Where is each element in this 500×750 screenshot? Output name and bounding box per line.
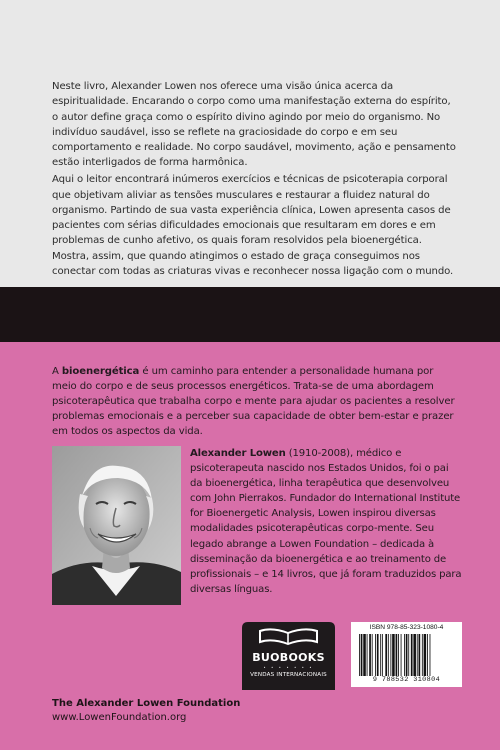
barcode-bars-icon <box>351 632 462 678</box>
author-bio <box>190 446 462 597</box>
footer <box>52 697 240 725</box>
barcode-bar <box>385 634 387 676</box>
barcode-bar <box>413 634 416 676</box>
author-bio-text: (1910-2008), médico e psicoterapeuta nascido nos Estados Unidos, foi o pai da bioenergética, linha terapêutica que desenvolveu com John Pierrakos. Fundador do International Institute for Bioenergetic Analysis, Lowen inspirou diversas modalidades psicoterapêuticas corpo-mente. Seu legado abrange a Lowen Foundation – dedicada à disseminação da bioenergética e ao treinamento de profissionais – e 14 livros, que já foram traduzidos para diversas línguas. <box>190 448 462 595</box>
barcode-bar <box>361 634 363 676</box>
bioenergetics-intro <box>52 364 457 439</box>
top-gray-section <box>0 0 500 287</box>
barcode-bar <box>417 634 418 676</box>
isbn-barcode <box>351 622 462 687</box>
synopsis-paragraph-2: Aqui o leitor encontrará inúmeros exercícios e técnicas de psicoterapia corporal que objetivam aliviar as tensões musculares e restaurar a fluidez natural do organismo. Partindo de sua vasta experiência clínica, Lowen apresenta casos de pacientes com sérias dificuldades emocionais que resultaram em dores e em problemas de cunho afetivo, os quais foram resolvidos pela bioenergética. Mostra, assim, que quando atingimos o estado de graça conseguimos nos conectar com todas as criaturas vivas e reconhecer nossa ligação com o mundo. <box>52 174 454 278</box>
barcode-bar <box>372 634 373 676</box>
barcode-bar <box>411 634 413 676</box>
barcode-bar <box>408 634 409 676</box>
barcode-bar <box>401 634 402 676</box>
barcode-bar <box>359 634 360 676</box>
barcode-bar <box>404 634 405 676</box>
barcode-bar <box>419 634 421 676</box>
barcode-bar <box>377 634 379 676</box>
foundation-name: The Alexander Lowen Foundation <box>52 698 241 709</box>
barcode-bar <box>382 634 383 676</box>
barcode-bar <box>388 634 389 676</box>
barcode-bar <box>363 634 366 676</box>
isbn-label: ISBN 978-85-323-1080-4 <box>369 624 444 631</box>
barcode-bar <box>406 634 408 676</box>
publisher-dots: • • • • • • • <box>263 665 314 670</box>
barcode-bar <box>380 634 381 676</box>
barcode-bar <box>390 634 391 676</box>
publisher-subtitle: VENDAS INTERNACIONAIS <box>250 672 327 678</box>
barcode-bar <box>427 634 428 676</box>
author-name: Alexander Lowen <box>190 448 286 459</box>
barcode-bar <box>430 634 431 676</box>
barcode-number: 9 788532 310804 <box>372 676 441 684</box>
barcode-bar <box>422 634 423 676</box>
barcode-bar <box>398 634 399 676</box>
bioenergetics-keyword: bioenergética <box>61 366 140 377</box>
foundation-website: www.LowenFoundation.org <box>52 712 187 723</box>
intro-prefix: A <box>52 366 62 377</box>
publisher-logo <box>238 618 339 690</box>
synopsis-text <box>52 79 457 281</box>
barcode-bar <box>367 634 368 676</box>
barcode-bar <box>369 634 371 676</box>
intro-text: é um caminho para entender a personalidade humana por meio do corpo e de seus processos energéticos. Trata-se de uma abordagem psicoterapêutica que trabalha corpo e mente para ajudar os pacientes a resolver problemas emocionais e a perceber sua capacidade de obter bem-estar e prazer em todos os aspectos da vida. <box>52 366 455 438</box>
barcode-bar <box>392 634 395 676</box>
author-photo <box>52 446 181 605</box>
synopsis-paragraph-1: Neste livro, Alexander Lowen nos oferece uma visão única acerca da espiritualidade. Encarando o corpo como uma manifestação externa do espírito, o autor define graça como o espírito divino agindo por meio do organismo. No indivíduo saudável, isso se reflete na graciosidade do corpo e em seu comportamento e realidade. No corpo saudável, movimento, ação e pensamento estão interligados de forma harmônica. <box>52 81 456 169</box>
black-band <box>0 287 500 342</box>
publisher-name: BUOBOOKS <box>252 651 325 664</box>
barcode-bar <box>424 634 427 676</box>
barcode-bar <box>375 634 376 676</box>
barcode-bar <box>396 634 398 676</box>
author-portrait-image <box>52 446 181 605</box>
